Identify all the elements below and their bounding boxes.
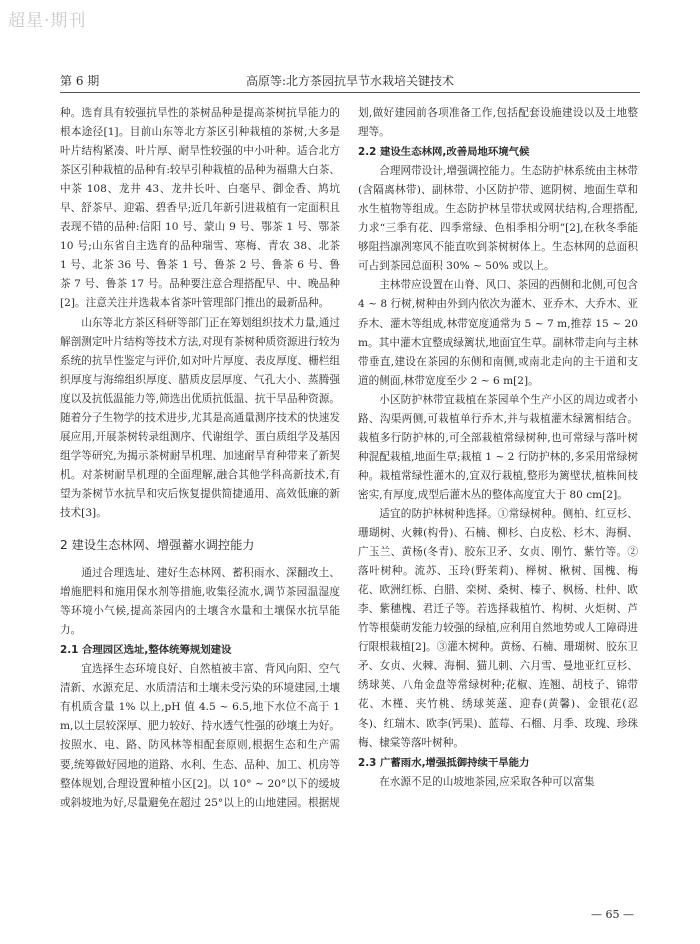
- paragraph: 合理网带设计,增强调控能力。生态防护林系统由主林带(含隔离林带)、副林带、小区防护带、遮阴树、地面生草和水生植物等组成。生态防护林呈带状或网状结构,合理搭配,力求“三季有花、四季常绿、色相季相分明”[2],在秋冬季能够阻挡凛冽寒风不能直吹到茶树树体上。生态林网的总面积可占到茶园总面积 30% ~ 50% 或以上。: [358, 165, 638, 273]
- paragraph: 在水源不足的山坡地茶园,应采取各种可以富集: [379, 775, 595, 788]
- running-header: [60, 70, 640, 93]
- issue-number: 第 6 期: [60, 74, 100, 88]
- paragraph: 宜选择生态环境良好、自然植被丰富、背风向阳、空气清新、水源充足、水质清洁和土壤未受污染的环境建园,土壤有机质含量 1% 以上,pH 值 4.5 ~ 6.5,地下水位不高于 1 m,以土层较深厚、肥力较好、持水透气性强的砂壤土为好。按照水、电、路、防风林等相配套原则,根据生态和生产需要,统筹做好园地的道路、水利、生态、品种、加工、机房等整体规划,合理设置种植小区[2]。以 10° ~ 20°以下的缓坡或斜坡地为好,尽量避免在超过 25°以上的山地建园。根据规: [60, 663, 340, 809]
- left-column: [60, 104, 340, 894]
- section-heading: 2 建设生态林网、增强蓄水调控能力: [60, 538, 255, 553]
- paragraph: 小区防护林带宜栽植在茶园单个生产小区的周边或者小路、沟渠两侧,可栽植单行乔木,并与栽植灌木绿篱相结合。栽植多行防护林的,可全部栽植常绿树种,也可常绿与落叶树种混配栽植,地面生草;栽植 1 ~ 2 行防护林的,多采用常绿树种。栽植常绿性灌木的,宜双行栽植,整形为篱壁状,植株间枝密实,有厚度,成型后灌木丛的整体高度宜大于 80 cm[2]。: [358, 393, 638, 501]
- watermark: 超星·期刊: [8, 11, 87, 31]
- paragraph: 通过合理选址、建好生态林网、蓄积雨水、深翻改土、增施肥料和施用保水剂等措施,收集径流水,调节茶园温湿度等环境小气候,提高茶园内的土壤含水量和土壤保水抗旱能力。: [60, 567, 340, 637]
- paragraph: 山东等北方茶区科研等部门正在筹划组织技术力量,通过解剖测定叶片结构等技术方法,对现有茶树种质资源进行较为系统的抗旱性鉴定与评价,如对叶片厚度、表皮厚度、栅栏组织厚度与海绵组织厚度、腊质皮层厚度、气孔大小、蒸腾强度以及抗低温能力等,筛选出优质抗低温、抗干旱品种资源。随着分子生物学的技术进步,尤其是高通量测序技术的快速发展应用,开展茶树转录组测序、代谢组学、蛋白质组学及基因组学等研究,为揭示茶树耐旱机理、加速耐旱育种带来了新契机。对茶树耐旱机理的全面理解,融合其他学科高新技术,有望为茶树节水抗旱和灾后恢复提供简捷通用、高效低廉的新技术[3]。: [60, 316, 340, 519]
- subsection-heading: 2.3 广蓄雨水,增强抵御持续干旱能力: [358, 756, 530, 769]
- paragraph: 划,做好建园前各项准备工作,包括配套设施建设以及土地整理等。: [358, 107, 638, 139]
- page-number: — 65 —: [591, 908, 634, 921]
- subsection-heading: 2.1 合理园区选址,整体统筹规划建设: [60, 644, 232, 657]
- paragraph: 主林带应设置在山脊、风口、茶园的西侧和北侧,可包含 4 ~ 8 行树,树种由外到内依次为灌木、亚乔木、大乔木、亚乔木、灌木等组成,林带宽度通常为 5 ~ 7 m,推荐 15 ~ 20 m。其中灌木宜整成绿篱状,地面宜生草。副林带走向与主林带垂直,建设在茶园的东侧和南侧,或南北走向的主干道和支道的侧面,林带宽度至少 2 ~ 6 m[2]。: [358, 279, 638, 387]
- subsection-heading: 2.2 建设生态林网,改善局地环境气候: [358, 146, 530, 159]
- right-column: [358, 104, 638, 894]
- paragraph: 种。选育具有较强抗旱性的茶树品种是提高茶树抗旱能力的根本途径[1]。目前山东等北方茶区引种栽植的茶树,大多是叶片结构紧凑、叶片厚、耐旱性较强的中小叶种。适合北方茶区引种栽植的品种有:较早引种栽植的品种为福鼎大白茶、中茶 108、龙井 43、龙井长叶、白毫早、御金香、鸠坑早、舒茶早、迎霜、碧香早;近几年新引进栽植有一定面积且表现不错的品种:信阳 10 号、蒙山 9 号、鄂茶 1 号、鄂茶 10 号;山东省自主选育的品种瑞雪、寒梅、青农 38、北茶 1 号、北茶 36 号、鲁茶 1 号、鲁茶 2 号、鲁茶 6 号、鲁茶 7 号、鲁茶 17 号。品种要注意合理搭配早、中、晚品种[2]。注意关注并选栽本省茶叶管理部门推出的最新品种。: [60, 107, 340, 310]
- running-title: 高原等:北方茶园抗旱节水栽培关键技术: [245, 74, 455, 88]
- paragraph: 适宜的防护林树种选择。①常绿树种。侧柏、红豆杉、珊瑚树、火棘(构骨)、石楠、柳杉、白皮松、杉木、海桐、广玉兰、黄杨(冬青)、胶东卫矛、女贞、刚竹、紫竹等。②落叶树种。流苏、玉玲(野茉莉)、榉树、楸树、国槐、梅花、欧洲红栎、白腊、栾树、桑树、榛子、枫杨、杜仲、欧李、紫穗槐、君迁子等。若选择栽植竹、构树、火炬树、芦竹等根蘖萌发能力较强的绿植,应利用自然地势或人工障碍进行限根栽植[2]。③灌木树种。黄杨、石楠、珊瑚树、胶东卫矛、女贞、火棘、海桐、猫儿刺、六月雪、曼地亚红豆杉、绣球荚、八角金盘等常绿树种;花椒、连翘、胡枝子、锦带花、木槿、夹竹桃、绣球荚蒾、迎春(黄馨)、金银花(忍冬)、红瑞木、欧李(钙果)、蓝莓、石榴、月季、玫瑰、珍珠梅、棣棠等落叶树种。: [358, 507, 638, 749]
